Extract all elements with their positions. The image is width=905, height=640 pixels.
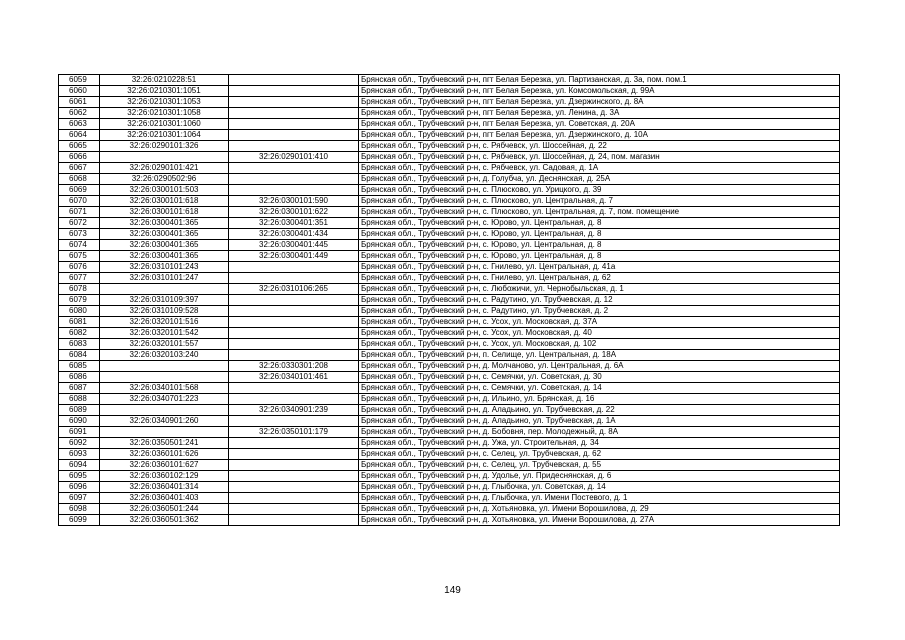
table-row bbox=[59, 471, 840, 482]
address-cell: Брянская обл., Трубчевский р-н, д. Голубча, ул. Деснянская, д. 25А bbox=[359, 174, 840, 185]
row-number-cell: 6063 bbox=[59, 119, 100, 130]
cadastral-number-cell: 32:26:0360401:314 bbox=[100, 482, 229, 493]
table-row bbox=[59, 284, 840, 295]
row-number-cell: 6075 bbox=[59, 251, 100, 262]
cadastral-number-cell: 32:26:0300101:618 bbox=[100, 207, 229, 218]
table-row bbox=[59, 130, 840, 141]
row-number-cell: 6073 bbox=[59, 229, 100, 240]
cadastral-number-cell bbox=[100, 372, 229, 383]
address-cell: Брянская обл., Трубчевский р-н, с. Любожичи, ул. Чернобыльская, д. 1 bbox=[359, 284, 840, 295]
row-number-cell: 6084 bbox=[59, 350, 100, 361]
object-cadastral-number-cell bbox=[229, 515, 359, 526]
table-row bbox=[59, 240, 840, 251]
table-row bbox=[59, 229, 840, 240]
cadastral-number-cell: 32:26:0320101:542 bbox=[100, 328, 229, 339]
row-number-cell: 6090 bbox=[59, 416, 100, 427]
object-cadastral-number-cell bbox=[229, 394, 359, 405]
cadastral-number-cell: 32:26:0210228:51 bbox=[100, 75, 229, 86]
cadastral-number-cell: 32:26:0310101:247 bbox=[100, 273, 229, 284]
address-cell: Брянская обл., Трубчевский р-н, с. Селец, ул. Трубчевская, д. 62 bbox=[359, 449, 840, 460]
object-cadastral-number-cell bbox=[229, 119, 359, 130]
address-cell: Брянская обл., Трубчевский р-н, с. Плюсково, ул. Центральная, д. 7 bbox=[359, 196, 840, 207]
table-row bbox=[59, 306, 840, 317]
row-number-cell: 6064 bbox=[59, 130, 100, 141]
row-number-cell: 6097 bbox=[59, 493, 100, 504]
cadastral-number-cell: 32:26:0360101:627 bbox=[100, 460, 229, 471]
object-cadastral-number-cell bbox=[229, 339, 359, 350]
row-number-cell: 6098 bbox=[59, 504, 100, 515]
object-cadastral-number-cell bbox=[229, 86, 359, 97]
table-row bbox=[59, 196, 840, 207]
row-number-cell: 6076 bbox=[59, 262, 100, 273]
row-number-cell: 6071 bbox=[59, 207, 100, 218]
table-row bbox=[59, 218, 840, 229]
row-number-cell: 6080 bbox=[59, 306, 100, 317]
object-cadastral-number-cell bbox=[229, 273, 359, 284]
table-row bbox=[59, 438, 840, 449]
address-cell: Брянская обл., Трубчевский р-н, д. Хотьяновка, ул. Имени Ворошилова, д. 29 bbox=[359, 504, 840, 515]
row-number-cell: 6074 bbox=[59, 240, 100, 251]
table-row bbox=[59, 328, 840, 339]
table-row bbox=[59, 262, 840, 273]
object-cadastral-number-cell bbox=[229, 306, 359, 317]
object-cadastral-number-cell: 32:26:0300101:590 bbox=[229, 196, 359, 207]
address-cell: Брянская обл., Трубчевский р-н, с. Юрово, ул. Центральная, д. 8 bbox=[359, 229, 840, 240]
address-cell: Брянская обл., Трубчевский р-н, д. Удолье, ул. Придеснянская, д. 6 bbox=[359, 471, 840, 482]
cadastral-number-cell: 32:26:0360501:362 bbox=[100, 515, 229, 526]
row-number-cell: 6086 bbox=[59, 372, 100, 383]
object-cadastral-number-cell: 32:26:0300101:622 bbox=[229, 207, 359, 218]
address-cell: Брянская обл., Трубчевский р-н, д. Хотьяновка, ул. Имени Ворошилова, д. 27А bbox=[359, 515, 840, 526]
object-cadastral-number-cell bbox=[229, 262, 359, 273]
cadastral-number-cell: 32:26:0210301:1053 bbox=[100, 97, 229, 108]
cadastral-number-cell: 32:26:0360102:129 bbox=[100, 471, 229, 482]
address-cell: Брянская обл., Трубчевский р-н, с. Рябчевск, ул. Шоссейная, д. 24, пом. магазин bbox=[359, 152, 840, 163]
address-cell: Брянская обл., Трубчевский р-н, пгт Белая Березка, ул. Партизанская, д. 3а, пом. пом.1 bbox=[359, 75, 840, 86]
address-cell: Брянская обл., Трубчевский р-н, с. Селец, ул. Трубчевская, д. 55 bbox=[359, 460, 840, 471]
row-number-cell: 6066 bbox=[59, 152, 100, 163]
row-number-cell: 6079 bbox=[59, 295, 100, 306]
object-cadastral-number-cell bbox=[229, 295, 359, 306]
cadastral-number-cell: 32:26:0360401:403 bbox=[100, 493, 229, 504]
row-number-cell: 6099 bbox=[59, 515, 100, 526]
address-cell: Брянская обл., Трубчевский р-н, д. Аладьино, ул. Трубчевская, д. 22 bbox=[359, 405, 840, 416]
register-table-body bbox=[59, 75, 840, 526]
row-number-cell: 6091 bbox=[59, 427, 100, 438]
address-cell: Брянская обл., Трубчевский р-н, п. Селище, ул. Центральная, д. 18А bbox=[359, 350, 840, 361]
table-row bbox=[59, 119, 840, 130]
table-row bbox=[59, 383, 840, 394]
cadastral-number-cell: 32:26:0310109:528 bbox=[100, 306, 229, 317]
address-cell: Брянская обл., Трубчевский р-н, с. Радутино, ул. Трубчевская, д. 2 bbox=[359, 306, 840, 317]
object-cadastral-number-cell: 32:26:0350101:179 bbox=[229, 427, 359, 438]
cadastral-number-cell: 32:26:0340901:260 bbox=[100, 416, 229, 427]
address-cell: Брянская обл., Трубчевский р-н, пгт Белая Березка, ул. Ленина, д. 3А bbox=[359, 108, 840, 119]
object-cadastral-number-cell bbox=[229, 350, 359, 361]
cadastral-number-cell: 32:26:0300401:365 bbox=[100, 251, 229, 262]
table-row bbox=[59, 427, 840, 438]
table-row bbox=[59, 108, 840, 119]
object-cadastral-number-cell bbox=[229, 383, 359, 394]
address-cell: Брянская обл., Трубчевский р-н, пгт Белая Березка, ул. Комсомольская, д. 99А bbox=[359, 86, 840, 97]
cadastral-number-cell: 32:26:0210301:1058 bbox=[100, 108, 229, 119]
cadastral-number-cell: 32:26:0320101:557 bbox=[100, 339, 229, 350]
table-row bbox=[59, 97, 840, 108]
cadastral-number-cell: 32:26:0210301:1064 bbox=[100, 130, 229, 141]
address-cell: Брянская обл., Трубчевский р-н, пгт Белая Березка, ул. Дзержинского, д. 8А bbox=[359, 97, 840, 108]
address-cell: Брянская обл., Трубчевский р-н, д. Глыбочка, ул. Советская, д. 14 bbox=[359, 482, 840, 493]
object-cadastral-number-cell bbox=[229, 328, 359, 339]
cadastral-number-cell: 32:26:0350501:241 bbox=[100, 438, 229, 449]
cadastral-number-cell bbox=[100, 284, 229, 295]
row-number-cell: 6096 bbox=[59, 482, 100, 493]
table-row bbox=[59, 394, 840, 405]
row-number-cell: 6070 bbox=[59, 196, 100, 207]
table-row bbox=[59, 482, 840, 493]
table-row bbox=[59, 515, 840, 526]
cadastral-number-cell: 32:26:0300101:618 bbox=[100, 196, 229, 207]
object-cadastral-number-cell: 32:26:0340901:239 bbox=[229, 405, 359, 416]
cadastral-number-cell: 32:26:0290101:421 bbox=[100, 163, 229, 174]
object-cadastral-number-cell bbox=[229, 108, 359, 119]
row-number-cell: 6087 bbox=[59, 383, 100, 394]
address-cell: Брянская обл., Трубчевский р-н, пгт Белая Березка, ул. Советская, д. 20А bbox=[359, 119, 840, 130]
object-cadastral-number-cell bbox=[229, 317, 359, 328]
cadastral-number-cell: 32:26:0340701:223 bbox=[100, 394, 229, 405]
object-cadastral-number-cell: 32:26:0300401:434 bbox=[229, 229, 359, 240]
address-cell: Брянская обл., Трубчевский р-н, с. Семячки, ул. Советская, д. 30 bbox=[359, 372, 840, 383]
address-cell: Брянская обл., Трубчевский р-н, д. Молчаново, ул. Центральная, д. 6А bbox=[359, 361, 840, 372]
cadastral-number-cell bbox=[100, 405, 229, 416]
table-row bbox=[59, 449, 840, 460]
table-row bbox=[59, 372, 840, 383]
address-cell: Брянская обл., Трубчевский р-н, с. Усох, ул. Московская, д. 40 bbox=[359, 328, 840, 339]
address-cell: Брянская обл., Трубчевский р-н, с. Гнилево, ул. Центральная, д. 41а bbox=[359, 262, 840, 273]
cadastral-number-cell: 32:26:0290502:96 bbox=[100, 174, 229, 185]
row-number-cell: 6088 bbox=[59, 394, 100, 405]
cadastral-number-cell bbox=[100, 427, 229, 438]
table-row bbox=[59, 185, 840, 196]
cadastral-number-cell: 32:26:0310101:243 bbox=[100, 262, 229, 273]
cadastral-number-cell: 32:26:0310109:397 bbox=[100, 295, 229, 306]
object-cadastral-number-cell bbox=[229, 471, 359, 482]
object-cadastral-number-cell bbox=[229, 449, 359, 460]
address-cell: Брянская обл., Трубчевский р-н, д. Ильино, ул. Брянская, д. 16 bbox=[359, 394, 840, 405]
row-number-cell: 6078 bbox=[59, 284, 100, 295]
address-cell: Брянская обл., Трубчевский р-н, с. Усох, ул. Московская, д. 37А bbox=[359, 317, 840, 328]
cadastral-number-cell: 32:26:0300401:365 bbox=[100, 229, 229, 240]
object-cadastral-number-cell: 32:26:0330301:208 bbox=[229, 361, 359, 372]
table-row bbox=[59, 493, 840, 504]
row-number-cell: 6072 bbox=[59, 218, 100, 229]
table-row bbox=[59, 405, 840, 416]
address-cell: Брянская обл., Трубчевский р-н, с. Плюсково, ул. Центральная, д. 7, пом. помещение bbox=[359, 207, 840, 218]
table-row bbox=[59, 350, 840, 361]
address-cell: Брянская обл., Трубчевский р-н, с. Плюсково, ул. Урицкого, д. 39 bbox=[359, 185, 840, 196]
object-cadastral-number-cell bbox=[229, 141, 359, 152]
table-row bbox=[59, 251, 840, 262]
table-row bbox=[59, 207, 840, 218]
table-row bbox=[59, 174, 840, 185]
address-cell: Брянская обл., Трубчевский р-н, пгт Белая Березка, ул. Дзержинского, д. 10А bbox=[359, 130, 840, 141]
cadastral-number-cell: 32:26:0210301:1051 bbox=[100, 86, 229, 97]
cadastral-number-cell: 32:26:0340101:568 bbox=[100, 383, 229, 394]
cadastral-number-cell: 32:26:0290101:326 bbox=[100, 141, 229, 152]
object-cadastral-number-cell bbox=[229, 97, 359, 108]
row-number-cell: 6060 bbox=[59, 86, 100, 97]
object-cadastral-number-cell: 32:26:0300401:351 bbox=[229, 218, 359, 229]
cadastral-number-cell: 32:26:0210301:1060 bbox=[100, 119, 229, 130]
row-number-cell: 6062 bbox=[59, 108, 100, 119]
row-number-cell: 6092 bbox=[59, 438, 100, 449]
object-cadastral-number-cell bbox=[229, 438, 359, 449]
row-number-cell: 6089 bbox=[59, 405, 100, 416]
object-cadastral-number-cell: 32:26:0310106:265 bbox=[229, 284, 359, 295]
object-cadastral-number-cell bbox=[229, 504, 359, 515]
row-number-cell: 6067 bbox=[59, 163, 100, 174]
table-row bbox=[59, 141, 840, 152]
object-cadastral-number-cell: 32:26:0290101:410 bbox=[229, 152, 359, 163]
address-cell: Брянская обл., Трубчевский р-н, д. Ужа, ул. Строительная, д. 34 bbox=[359, 438, 840, 449]
address-cell: Брянская обл., Трубчевский р-н, с. Юрово, ул. Центральная, д. 8 bbox=[359, 218, 840, 229]
row-number-cell: 6077 bbox=[59, 273, 100, 284]
row-number-cell: 6082 bbox=[59, 328, 100, 339]
address-cell: Брянская обл., Трубчевский р-н, с. Рябчевск, ул. Садовая, д. 1А bbox=[359, 163, 840, 174]
cadastral-number-cell bbox=[100, 152, 229, 163]
cadastral-number-cell: 32:26:0320101:516 bbox=[100, 317, 229, 328]
row-number-cell: 6059 bbox=[59, 75, 100, 86]
address-cell: Брянская обл., Трубчевский р-н, с. Усох, ул. Московская, д. 102 bbox=[359, 339, 840, 350]
cadastral-number-cell: 32:26:0360101:626 bbox=[100, 449, 229, 460]
cadastral-number-cell: 32:26:0360501:244 bbox=[100, 504, 229, 515]
object-cadastral-number-cell bbox=[229, 163, 359, 174]
row-number-cell: 6069 bbox=[59, 185, 100, 196]
address-cell: Брянская обл., Трубчевский р-н, с. Юрово, ул. Центральная, д. 8 bbox=[359, 251, 840, 262]
object-cadastral-number-cell: 32:26:0340101:461 bbox=[229, 372, 359, 383]
cadastral-number-cell bbox=[100, 361, 229, 372]
row-number-cell: 6094 bbox=[59, 460, 100, 471]
table-row bbox=[59, 361, 840, 372]
address-cell: Брянская обл., Трубчевский р-н, с. Радутино, ул. Трубчевская, д. 12 bbox=[359, 295, 840, 306]
table-row bbox=[59, 416, 840, 427]
cadastral-number-cell: 32:26:0320103:240 bbox=[100, 350, 229, 361]
row-number-cell: 6068 bbox=[59, 174, 100, 185]
object-cadastral-number-cell bbox=[229, 130, 359, 141]
table-row bbox=[59, 75, 840, 86]
object-cadastral-number-cell bbox=[229, 174, 359, 185]
object-cadastral-number-cell bbox=[229, 185, 359, 196]
table-row bbox=[59, 86, 840, 97]
address-cell: Брянская обл., Трубчевский р-н, с. Рябчевск, ул. Шоссейная, д. 22 bbox=[359, 141, 840, 152]
object-cadastral-number-cell bbox=[229, 482, 359, 493]
cadastral-number-cell: 32:26:0300401:365 bbox=[100, 218, 229, 229]
address-cell: Брянская обл., Трубчевский р-н, с. Гнилево, ул. Центральная, д. 62 bbox=[359, 273, 840, 284]
cadastral-number-cell: 32:26:0300401:365 bbox=[100, 240, 229, 251]
row-number-cell: 6081 bbox=[59, 317, 100, 328]
table-row bbox=[59, 460, 840, 471]
table-row bbox=[59, 317, 840, 328]
object-cadastral-number-cell: 32:26:0300401:445 bbox=[229, 240, 359, 251]
address-cell: Брянская обл., Трубчевский р-н, с. Семячки, ул. Советская, д. 14 bbox=[359, 383, 840, 394]
row-number-cell: 6095 bbox=[59, 471, 100, 482]
object-cadastral-number-cell bbox=[229, 416, 359, 427]
row-number-cell: 6085 bbox=[59, 361, 100, 372]
address-cell: Брянская обл., Трубчевский р-н, с. Юрово, ул. Центральная, д. 8 bbox=[359, 240, 840, 251]
cadastral-number-cell: 32:26:0300101:503 bbox=[100, 185, 229, 196]
address-cell: Брянская обл., Трубчевский р-н, д. Бобовня, пер. Молодежный, д. 8А bbox=[359, 427, 840, 438]
row-number-cell: 6083 bbox=[59, 339, 100, 350]
object-cadastral-number-cell: 32:26:0300401:449 bbox=[229, 251, 359, 262]
address-cell: Брянская обл., Трубчевский р-н, д. Аладьино, ул. Трубчевская, д. 1А bbox=[359, 416, 840, 427]
table-row bbox=[59, 339, 840, 350]
table-row bbox=[59, 163, 840, 174]
table-row bbox=[59, 295, 840, 306]
object-cadastral-number-cell bbox=[229, 460, 359, 471]
page-number: 149 bbox=[444, 585, 461, 596]
table-row bbox=[59, 504, 840, 515]
property-register-table bbox=[58, 74, 840, 526]
address-cell: Брянская обл., Трубчевский р-н, д. Глыбочка, ул. Имени Постевого, д. 1 bbox=[359, 493, 840, 504]
table-row bbox=[59, 273, 840, 284]
object-cadastral-number-cell bbox=[229, 75, 359, 86]
table-row bbox=[59, 152, 840, 163]
row-number-cell: 6093 bbox=[59, 449, 100, 460]
object-cadastral-number-cell bbox=[229, 493, 359, 504]
row-number-cell: 6065 bbox=[59, 141, 100, 152]
row-number-cell: 6061 bbox=[59, 97, 100, 108]
